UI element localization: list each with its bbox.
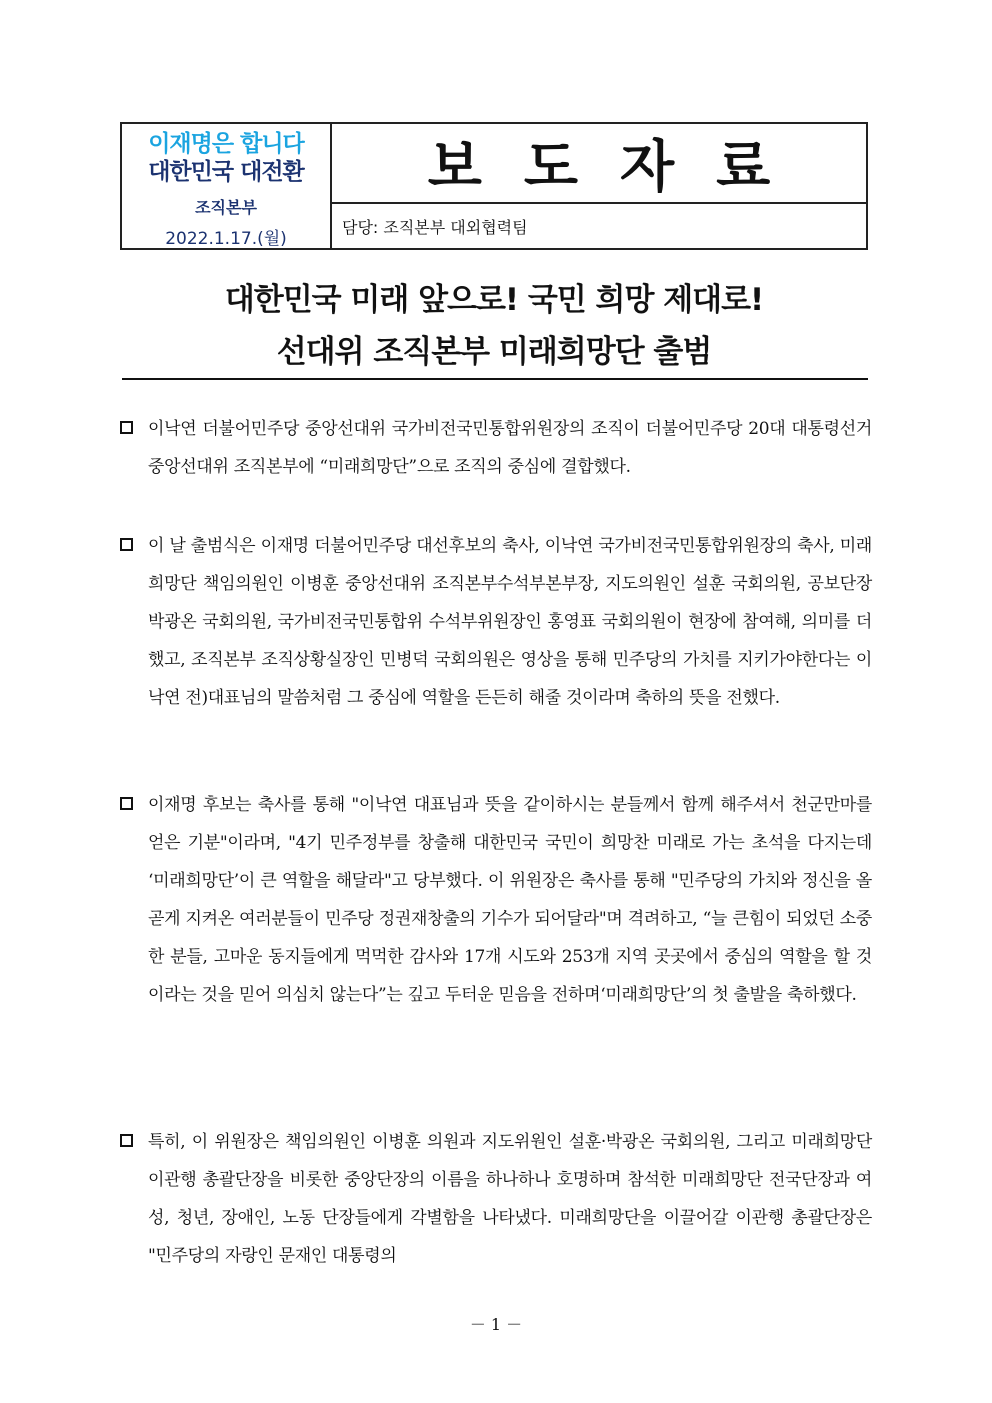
organization-name: 조직본부 [195,198,257,217]
page-number: － 1 － [469,1315,523,1334]
paragraph [120,410,872,486]
paragraph-text: 특히, 이 위원장은 책임의원인 이병훈 의원과 지도위원인 설훈·박광온 국회의원, 그리고 미래희망단 이관행 총괄단장을 비롯한 중앙단장의 이름을 하나하나 호명하며 참석한 미래희망단 전국단장과 여성, 청년, 장애인, 노동 단장들에게 각별함을 나타냈다. 미래희망단을 이끌어갈 이관행 총괄단장은 "민주당의 자랑인 문재인 대통령의 [148,1132,872,1266]
headline-line-2: 선대위 조직본부 미래희망단 출범 [276,334,712,370]
paragraph-text: 이 날 출범식은 이재명 더불어민주당 대선후보의 축사, 이낙연 국가비전국민통합위원장의 축사, 미래희망단 책임의원인 이병훈 중앙선대위 조직본부수석부본부장, 지도의원인 설훈 국회의원, 공보단장 박광온 국회의원, 국가비전국민통합위 수석부위원장인 홍영표 국회의원이 현장에 참여해, 의미를 더했고, 조직본부 조직상황실장인 민병덕 국회의원은 영상을 통해 민주당의 가치를 지키가야한다는 이낙연 전)대표님의 말씀처럼 그 중심에 역할을 든든히 해줄 것이라며 축하의 뜻을 전했다. [148,536,872,708]
checkbox-bullet-icon [120,538,133,551]
paragraph [120,527,872,717]
checkbox-bullet-icon [120,421,133,434]
paragraph [120,786,872,1014]
title-column [332,124,866,248]
campaign-logo-cell [122,124,332,248]
headline-line-1: 대한민국 미래 앞으로! 국민 희망 제대로! [224,282,764,318]
doc-type-title: 보도자료 [332,124,866,204]
paragraph [120,1123,872,1275]
release-date: 2022.1.17.(월) [165,229,287,249]
slogan-line-2: 대한민국 대전환 [148,159,304,185]
headline-divider [122,378,868,380]
checkbox-bullet-icon [120,797,133,810]
paragraph-text: 이낙연 더불어민주당 중앙선대위 국가비전국민통합위원장의 조직이 더불어민주당 20대 대통령선거 중앙선대위 조직본부에 “미래희망단”으로 조직의 중심에 결합했다. [148,419,872,477]
checkbox-bullet-icon [120,1134,133,1147]
paragraph-text: 이재명 후보는 축사를 통해 "이낙연 대표님과 뜻을 같이하시는 분들께서 함께 해주셔서 천군만마를 얻은 기분"이라며, "4기 민주정부를 창출해 대한민국 국민이 희망찬 미래로 가는 초석을 다지는데 ‘미래희망단’이 큰 역할을 해달라"고 당부했다. 이 위원장은 축사를 통해 "민주당의 가치와 정신을 올곧게 지켜온 여러분들이 민주당 정권재창출의 기수가 되어달라"며 격려하고, “늘 큰힘이 되었던 소중한 분들, 고마운 동지들에게 먹먹한 감사와 17개 시도와 253개 지역 곳곳에서 중심의 역할을 할 것이라는 것을 믿어 의심치 않는다”는 깊고 두터운 믿음을 전하며‘미래희망단’의 첫 출발을 축하했다. [148,795,872,1005]
slogan-line-1: 이재명은 합니다 [148,131,304,157]
contact-info: 담당: 조직본부 대외협력팀 [342,217,528,237]
header-table [120,122,868,250]
